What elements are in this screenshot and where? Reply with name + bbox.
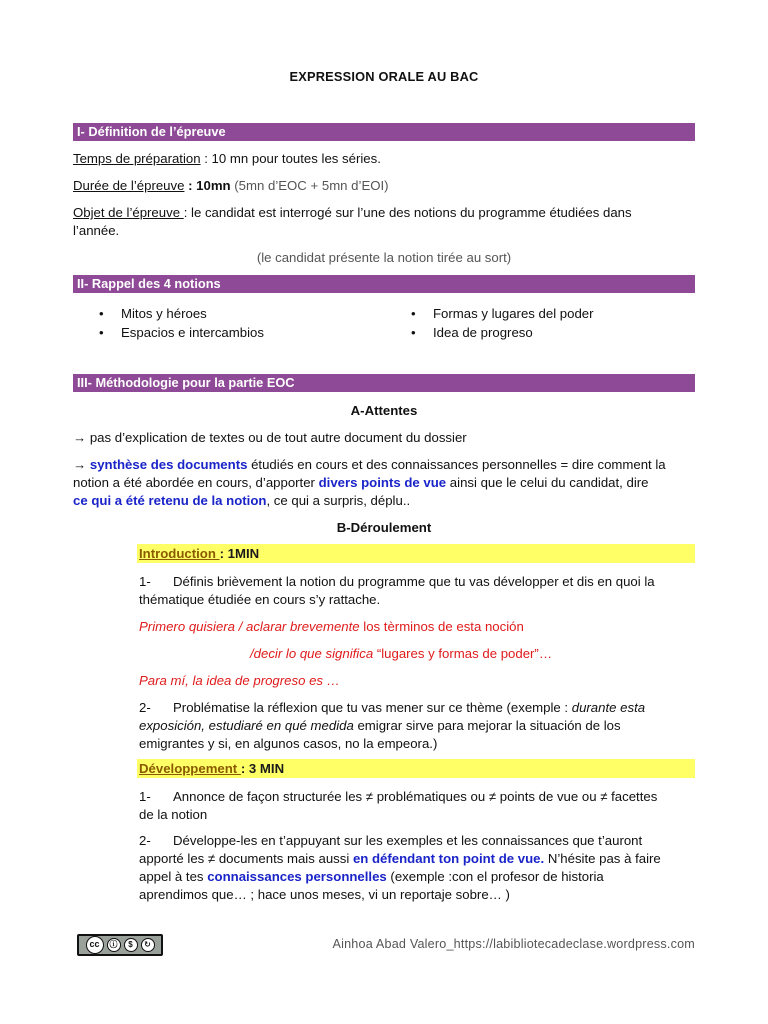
bullet-icon: • — [99, 325, 104, 340]
dev-step-2-line-1: 2- Développe-les en t’appuyant sur les exemples et les connaissances que t’auront — [139, 833, 643, 848]
by-icon: ⓘ — [107, 938, 121, 952]
page-footer — [73, 937, 695, 961]
section-heading-1: I- Définition de l’épreuve — [73, 123, 695, 141]
section-heading-3: III- Méthodologie pour la partie EOC — [73, 374, 695, 392]
list-item: • Formas y lugares del poder — [385, 304, 594, 323]
duration-line — [73, 177, 695, 195]
subsection-a-title: A-Attentes — [350, 403, 418, 418]
duration-detail: (5mn d’EOC + 5mn d’EOI) — [234, 178, 389, 193]
duration-value: : 10mn — [184, 178, 235, 193]
notions-left-column — [73, 304, 264, 342]
prep-time-line — [73, 150, 695, 168]
prep-time-label: Temps de préparation — [73, 151, 201, 166]
expectation-2-line-2: notion a été abordée en cours, d’apporter divers points de vue ainsi que le celui du candidat, dire — [73, 475, 649, 490]
dev-step-1-line-1: 1- Annonce de façon structurée les ≠ problématiques ou ≠ points de vue ou ≠ facettes — [139, 789, 658, 804]
development-time: : 3 MIN — [240, 761, 285, 776]
objective-line-2: l’année. — [73, 223, 120, 238]
list-item: • Idea de progreso — [385, 323, 594, 342]
page-title: EXPRESSION ORALE AU BAC — [289, 69, 479, 84]
development-highlight — [137, 759, 695, 778]
dev-step-2-line-2: apporté les ≠ documents mais aussi en défendant ton point de vue. N’hésite pas à faire — [139, 851, 661, 866]
intro-step-1-line-2: thématique étudiée en cours s’y rattache. — [139, 592, 381, 607]
creative-commons-license-icon[interactable] — [77, 934, 163, 956]
dev-step-2-line-4: aprendimos que… ; hace unos meses, vi un reportaje sobre… ) — [139, 887, 510, 902]
bullet-icon: • — [99, 306, 104, 321]
objective-label: Objet de l’épreuve — [73, 205, 184, 220]
expectation-2-line-1: → synthèse des documents étudiés en cours et des connaissances personnelles = dire comment la — [73, 457, 666, 472]
dev-step-2-line-3: appel à tes connaissances personnelles (exemple :con el profesor de historia — [139, 869, 604, 884]
spanish-phrase-1: Primero quisiera / aclarar brevemente los tèrminos de esta noción — [139, 619, 524, 634]
development-label: Développement — [139, 761, 241, 776]
prep-time-value: : 10 mn pour toutes les séries. — [200, 151, 381, 166]
intro-step-2-line-3: emigrantes y si, en algunos casos, no la empeora.) — [139, 736, 438, 751]
expectation-2-line-3: ce qui a été retenu de la notion, ce qui a surpris, déplu.. — [73, 493, 411, 508]
subsection-b-title: B-Déroulement — [336, 520, 432, 535]
intro-step-2-line-2: exposición, estudiaré en qué medida emigrar sirve para mejorar la situación de los — [139, 718, 621, 733]
cc-icon: cc — [86, 936, 104, 954]
author-credit: Ainhoa Abad Valero_https://labibliotecadeclase.wordpress.com — [332, 937, 695, 951]
intro-label: Introduction — [139, 546, 220, 561]
intro-step-1-line-1: 1- Définis brièvement la notion du programme que tu vas développer et dis en quoi la — [139, 574, 655, 589]
notions-right-column — [385, 304, 594, 342]
objective-note: (le candidat présente la notion tirée au sort) — [256, 250, 512, 265]
intro-time: : 1MIN — [219, 546, 260, 561]
spanish-phrase-2: /decir lo que significa “lugares y formas de poder”… — [250, 646, 553, 661]
list-item: • Mitos y héroes — [73, 304, 264, 323]
sa-icon: ↻ — [141, 938, 155, 952]
objective-line — [73, 204, 695, 222]
objective-value: : le candidat est interrogé sur l’une des notions du programme étudiées dans — [183, 205, 632, 220]
dev-step-1-line-2: de la notion — [139, 807, 208, 822]
bullet-icon: • — [411, 306, 416, 321]
expectation-1: → pas d’explication de textes ou de tout autre document du dossier — [73, 430, 467, 445]
nc-icon: $ — [124, 938, 138, 952]
intro-step-2-line-1: 2- Problématise la réflexion que tu vas mener sur ce thème (exemple : durante esta — [139, 700, 646, 715]
intro-highlight — [137, 544, 695, 563]
spanish-phrase-3: Para mí, la idea de progreso es … — [139, 673, 340, 688]
bullet-icon: • — [411, 325, 416, 340]
list-item: • Espacios e intercambios — [73, 323, 264, 342]
duration-label: Durée de l’épreuve — [73, 178, 185, 193]
section-heading-2: II- Rappel des 4 notions — [73, 275, 695, 293]
